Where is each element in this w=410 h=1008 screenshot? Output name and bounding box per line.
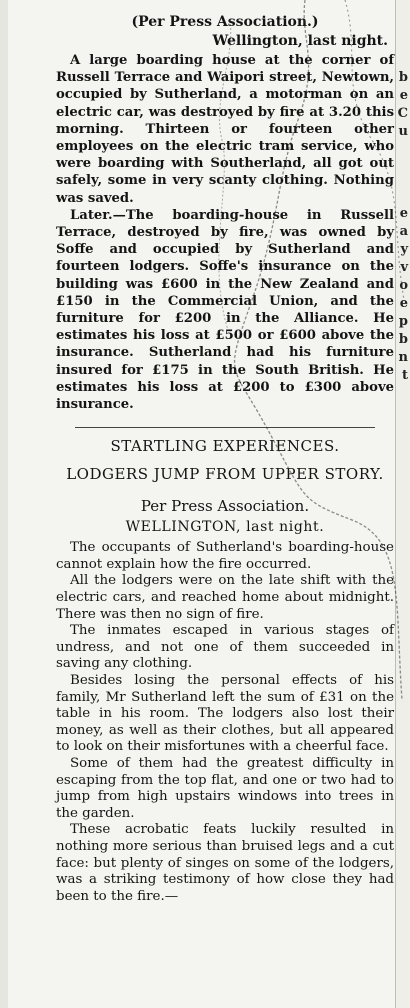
crease-line-2 [345, 0, 404, 300]
article2-paragraph-3: The inmates escaped in various stages of undress, and not one of them succeeded in saving any clothing. [56, 623, 394, 672]
fragment-letter: C [397, 106, 408, 121]
article2-paragraph-6: These acrobatic feats luckily resulted in nothing more serious than bruised legs and a cut face: but plenty of singes on some of the lodgers, was a striking testimony of how close they had been to the fire.— [56, 822, 394, 904]
article2-dateline: WELLINGTON, last night. [125, 519, 325, 536]
fragment-letter: t [401, 368, 408, 383]
fragment-letter: b [398, 70, 408, 85]
fragment-letter: a [399, 224, 408, 239]
fragment-letter: e [399, 206, 408, 221]
fragment-letter: n [398, 350, 408, 365]
article2-paragraph-5: Some of them had the greatest difficulty in escaping from the top flat, and one or two had to jump from high upstairs windows into trees in the garden. [56, 755, 394, 821]
article2-paragraph-1: The occupants of Sutherland's boarding-house cannot explain how the fire occurred. [56, 540, 394, 572]
fragment-letter: v [400, 260, 408, 275]
fragment-letter: o [399, 278, 408, 293]
article2-paragraph-4: Besides losing the personal effects of his family, Mr Sutherland left the sum of £31 on the table in his room. The lodgers also lost their money, as well as their clothes, but all appeared to look on their misfortunes with a cheerful face. [56, 673, 394, 755]
article2-headline-2: LODGERS JUMP FROM UPPER STORY. [66, 465, 384, 484]
crease-line-1 [235, 0, 402, 700]
fragment-letter: y [400, 242, 408, 257]
article1-paragraph-1: A large boarding house at the corner of Russell Terrace and Waipori street, Newtown, occupied by Sutherland, a motorman on an electric car, was destroyed by fire at 3.20 this morning. Thirteen or fourteen other employees on the electric tram service, who were boarding with Southerland, all got out safely, some in very scanty clothing. Nothing was saved. [56, 53, 394, 206]
fragment-letter: e [399, 88, 408, 103]
fragment-letter: b [398, 332, 408, 347]
fragment-letter: p [398, 314, 408, 329]
article2-headline-1: STARTLING EXPERIENCES. [110, 437, 340, 456]
fragment-letter: e [399, 296, 408, 311]
article1-paragraph-2: Later.—The boarding-house in Russell Terrace, destroyed by fire, was owned by Soffe and occupied by Sutherland and fourteen lodgers. Soffe's insurance on the building was £600 in the New Zealand and £150 in the Commercial Union, and the furniture for £200 in the Alliance. He estimates his loss at £500 or £600 above the insurance. Sutherland had his furniture insured for £175 in the South British. He estimates his loss at £200 to £300 above insurance. [56, 207, 394, 413]
crease-line-3 [219, 20, 231, 330]
article1-dateline: Wellington, last night. [212, 33, 388, 49]
article2-source: Per Press Association. [140, 497, 310, 516]
article1-source: (Per Press Association.) [131, 14, 319, 30]
article2-paragraph-2: All the lodgers were on the late shift with the electric cars, and reached home about midnight. There was then no sign of fire. [56, 573, 394, 622]
fragment-letter: u [398, 124, 408, 139]
